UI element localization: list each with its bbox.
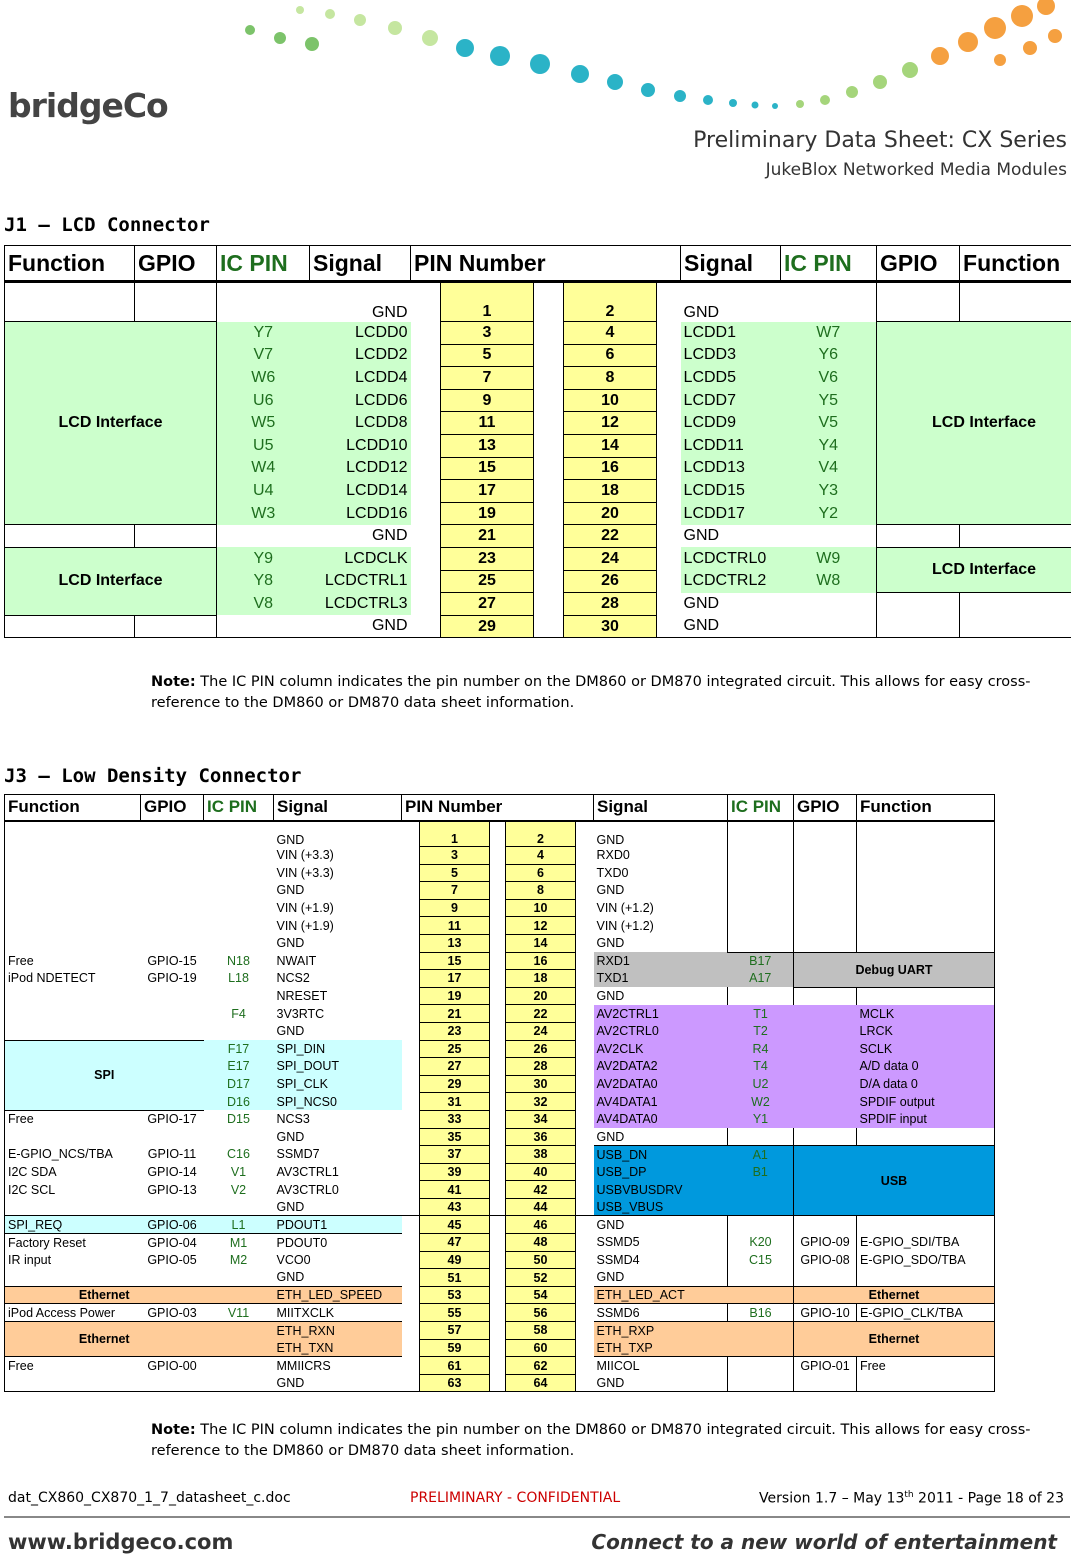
table-row: D17 SPI_CLK 29 30 AV2DATA0 U2 D/A data 0 [5, 1075, 995, 1093]
table-row: W5 LCDD8 11 12 LCDD9 V5 [5, 412, 1071, 435]
table-row: Free GPIO-00 MMIICRS 61 62 MIICOL GPIO-01 Free [5, 1357, 995, 1375]
table-row: W3 LCDD16 19 20 LCDD17 Y2 [5, 502, 1071, 525]
col-ic-pin: IC PIN [728, 795, 794, 821]
j1-section-title: J1 – LCD Connector [4, 214, 210, 236]
table-row: V8 LCDCTRL3 27 28 GND [5, 593, 1071, 616]
table-row: GND 63 64 GND [5, 1374, 995, 1392]
j1-connector-table [4, 245, 1071, 638]
j3-connector-table [4, 794, 995, 1392]
note-label: Note: [151, 1422, 196, 1438]
col-function: Function [857, 795, 995, 821]
table-row: Free GPIO-17 D15 NCS3 33 34 AV4DATA0 Y1 SPDIF input [5, 1110, 995, 1128]
footer-doc-name: dat_CX860_CX870_1_7_datasheet_c.doc [8, 1490, 291, 1506]
j1-note [151, 672, 1051, 714]
table-row: GND 23 24 AV2CTRL0 T2 LRCK [5, 1022, 995, 1040]
table-row: GND 51 52 GND [5, 1269, 995, 1287]
table-row: Free GPIO-15 N18 NWAIT 15 16 RXD1 B17 Debug UART [5, 952, 995, 970]
col-pin-number: PIN Number [402, 795, 594, 821]
table-row: GND 7 8 GND [5, 882, 995, 900]
table-row: SPI F17 SPI_DIN 25 26 AV2CLK R4 SCLK [5, 1040, 995, 1058]
col-function: Function [960, 246, 1071, 282]
table-row: Ethernet ETH_RXN 57 58 ETH_RXP Ethernet [5, 1322, 995, 1340]
footer-rule [4, 1516, 1070, 1518]
j3-section-title: J3 – Low Density Connector [4, 765, 302, 787]
table-row: I2C SDA GPIO-14 V1 AV3CTRL1 39 40 USB_DP B1 [5, 1163, 995, 1181]
col-function: Function [5, 246, 135, 282]
note-text: The IC PIN column indicates the pin number on the DM860 or DM870 integrated circuit. This allows for easy cross-reference to the DM860 or DM870 data sheet information. [151, 674, 1031, 711]
website-link[interactable]: www.bridgeco.com [8, 1530, 234, 1554]
col-ic-pin: IC PIN [217, 246, 310, 282]
table-row: GND 1 2 GND [5, 282, 1071, 322]
table-row: I2C SCL GPIO-13 V2 AV3CTRL0 41 42 USBVBUSDRV [5, 1181, 995, 1199]
col-function: Function [5, 795, 141, 821]
table-row: U4 LCDD14 17 18 LCDD15 Y3 [5, 480, 1071, 503]
table-row: U5 LCDD10 13 14 LCDD11 Y4 [5, 434, 1071, 457]
table-row: GND 35 36 GND [5, 1128, 995, 1146]
table-row: W4 LCDD12 15 16 LCDD13 V4 [5, 457, 1071, 480]
table-row: Ethernet ETH_LED_SPEED 53 54 ETH_LED_ACT Ethernet [5, 1286, 995, 1304]
col-signal: Signal [681, 246, 781, 282]
table-row: NRESET 19 20 GND [5, 987, 995, 1005]
table-row: W6 LCDD4 7 8 LCDD5 V6 [5, 367, 1071, 390]
table-row: ETH_TXN 59 60 ETH_TXP [5, 1339, 995, 1357]
table-row: U6 LCDD6 9 10 LCDD7 Y5 [5, 389, 1071, 412]
note-text: The IC PIN column indicates the pin number on the DM860 or DM870 integrated circuit. This allows for easy cross-reference to the DM860 or DM870 data sheet information. [151, 1422, 1031, 1459]
table-row: VIN (+1.9) 9 10 VIN (+1.2) [5, 899, 995, 917]
table-row: V7 LCDD2 5 6 LCDD3 Y6 [5, 344, 1071, 367]
col-gpio: GPIO [794, 795, 857, 821]
col-gpio: GPIO [135, 246, 217, 282]
table-row: iPod NDETECT GPIO-19 L18 NCS2 17 18 TXD1 A17 [5, 970, 995, 988]
col-pin-number: PIN Number [411, 246, 681, 282]
j3-header-row [5, 795, 995, 821]
document-subtitle: JukeBlox Networked Media Modules [765, 160, 1067, 180]
j3-note [151, 1420, 1051, 1462]
table-row: VIN (+3.3) 3 4 RXD0 [5, 847, 995, 865]
table-row: GND 21 22 GND [5, 525, 1071, 548]
col-gpio: GPIO [141, 795, 204, 821]
document-title: Preliminary Data Sheet: CX Series [693, 128, 1067, 153]
table-row: D16 SPI_NCS0 31 32 AV4DATA1 W2 SPDIF output [5, 1093, 995, 1111]
footer-confidential: PRELIMINARY - CONFIDENTIAL [410, 1490, 621, 1506]
brand-logo: bridgeCo [8, 86, 168, 125]
footer-version: Version 1.7 – May 13th 2011 - Page 18 of 23 [759, 1490, 1064, 1507]
note-label: Note: [151, 674, 196, 690]
col-gpio: GPIO [877, 246, 960, 282]
table-row: GND 29 30 GND [5, 615, 1071, 638]
col-signal: Signal [274, 795, 402, 821]
table-row: Y8 LCDCTRL1 25 26 LCDCTRL2 W8 [5, 570, 1071, 593]
table-row: VIN (+1.9) 11 12 VIN (+1.2) [5, 917, 995, 935]
table-row: E17 SPI_DOUT 27 28 AV2DATA2 T4 A/D data 0 [5, 1058, 995, 1076]
table-row: E-GPIO_NCS/TBA GPIO-11 C16 SSMD7 37 38 USB_DN A1 USB [5, 1146, 995, 1164]
footer-slogan: Connect to a new world of entertainment [591, 1530, 1057, 1554]
table-row: SPI_REQ GPIO-06 L1 PDOUT1 45 46 GND [5, 1216, 995, 1234]
table-row: GND 1 2 GND [5, 821, 995, 847]
col-signal: Signal [310, 246, 411, 282]
table-row: VIN (+3.3) 5 6 TXD0 [5, 864, 995, 882]
col-ic-pin: IC PIN [204, 795, 274, 821]
table-row: iPod Access Power GPIO-03 V11 MIITXCLK 55 56 SSMD6 B16 GPIO-10 E-GPIO_CLK/TBA [5, 1304, 995, 1322]
col-ic-pin: IC PIN [781, 246, 877, 282]
table-row: GND 43 44 USB_VBUS [5, 1198, 995, 1216]
table-row: LCD Interface Y9 LCDCLK 23 24 LCDCTRL0 W9 LCD Interface [5, 547, 1071, 570]
col-signal: Signal [594, 795, 728, 821]
j1-header-row [5, 246, 1071, 282]
table-row: Factory Reset GPIO-04 M1 PDOUT0 47 48 SSMD5 K20 GPIO-09 E-GPIO_SDI/TBA [5, 1234, 995, 1252]
table-row: LCD Interface Y7 LCDD0 3 4 LCDD1 W7 LCD Interface [5, 322, 1071, 345]
table-row: IR input GPIO-05 M2 VCO0 49 50 SSMD4 C15 GPIO-08 E-GPIO_SDO/TBA [5, 1251, 995, 1269]
table-row: F4 3V3RTC 21 22 AV2CTRL1 T1 MCLK [5, 1005, 995, 1023]
table-row: GND 13 14 GND [5, 934, 995, 952]
